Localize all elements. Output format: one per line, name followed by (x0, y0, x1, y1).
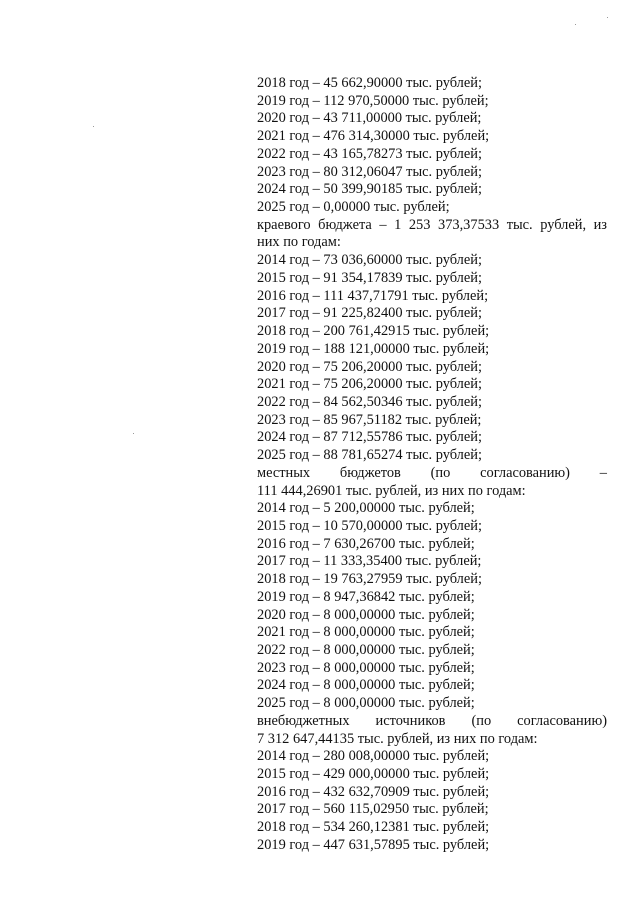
regional-2017: 2017 год – 91 225,82400 тыс. рублей; (257, 305, 482, 322)
line-2024: 2024 год – 50 399,90185 тыс. рублей; (257, 181, 482, 198)
extrabudgetary-header-2: 7 312 647,44135 тыс. рублей, из них по годам: (257, 730, 538, 747)
local-2022: 2022 год – 8 000,00000 тыс. рублей; (257, 642, 475, 658)
regional-2014: 2014 год – 73 036,60000 тыс. рублей; (257, 252, 482, 269)
regional-2018: 2018 год – 200 761,42915 тыс. рублей; (257, 323, 490, 340)
line-2021: 2021 год – 476 314,30000 тыс. рублей; (257, 128, 490, 145)
regional-budget-header-1: краевого бюджета – 1 253 373,37533 тыс. рублей, из (257, 216, 607, 233)
regional-2019: 2019 год – 188 121,00000 тыс. рублей; (257, 340, 490, 357)
regional-2025: 2025 год – 88 781,65274 тыс. рублей; (257, 447, 482, 464)
scan-speck (575, 24, 576, 25)
local-budgets-header-2: 111 444,26901 тыс. рублей, из них по годам: (257, 482, 526, 499)
local-2020: 2020 год – 8 000,00000 тыс. рублей; (257, 606, 475, 623)
local-2019: 2019 год – 8 947,36842 тыс. рублей; (257, 588, 475, 605)
regional-2015: 2015 год – 91 354,17839 тыс. рублей; (257, 269, 482, 286)
regional-budget-header-2: них по годам: (257, 234, 341, 251)
local-2015: 2015 год – 10 570,00000 тыс. рублей; (257, 517, 482, 534)
scan-speck (133, 433, 134, 434)
regional-2020: 2020 год – 75 206,20000 тыс. рублей; (257, 358, 482, 375)
extrabudgetary-header-1: внебюджетных источников (по согласованию) (257, 712, 607, 729)
local-2018: 2018 год – 19 763,27959 тыс. рублей; (257, 571, 482, 588)
regional-2023: 2023 год – 85 967,51182 тыс. рублей; (257, 411, 482, 428)
local-2024: 2024 год – 8 000,00000 тыс. рублей; (257, 677, 475, 694)
scan-speck (607, 17, 608, 18)
regional-2021: 2021 год – 75 206,20000 тыс. рублей; (257, 376, 482, 393)
funding-text-block (257, 75, 607, 855)
regional-2016: 2016 год – 111 437,71791 тыс. рублей; (257, 287, 489, 304)
extrabudgetary-2014: 2014 год – 280 008,00000 тыс. рублей; (257, 748, 490, 765)
line-2023: 2023 год – 80 312,06047 тыс. рублей; (257, 163, 482, 180)
local-budgets-header-1: местных бюджетов (по согласованию) – (257, 464, 607, 481)
regional-2022: 2022 год – 84 562,50346 тыс. рублей; (257, 393, 482, 410)
scan-speck (93, 126, 94, 127)
local-2016: 2016 год – 7 630,26700 тыс. рублей; (257, 535, 475, 552)
line-2025: 2025 год – 0,00000 тыс. рублей; (257, 199, 450, 216)
line-2019: 2019 год – 112 970,50000 тыс. рублей; (257, 92, 489, 109)
local-2021: 2021 год – 8 000,00000 тыс. рублей; (257, 624, 475, 641)
line-2020: 2020 год – 43 711,00000 тыс. рублей; (257, 110, 482, 127)
line-2018: 2018 год – 45 662,90000 тыс. рублей; (257, 75, 482, 91)
local-2025: 2025 год – 8 000,00000 тыс. рублей; (257, 695, 475, 712)
extrabudgetary-2019: 2019 год – 447 631,57895 тыс. рублей; (257, 836, 490, 853)
local-2014: 2014 год – 5 200,00000 тыс. рублей; (257, 500, 475, 517)
regional-2024: 2024 год – 87 712,55786 тыс. рублей; (257, 429, 482, 446)
extrabudgetary-2015: 2015 год – 429 000,00000 тыс. рублей; (257, 766, 490, 783)
line-2022: 2022 год – 43 165,78273 тыс. рублей; (257, 145, 482, 162)
local-2023: 2023 год – 8 000,00000 тыс. рублей; (257, 659, 475, 676)
extrabudgetary-2017: 2017 год – 560 115,02950 тыс. рублей; (257, 801, 489, 818)
extrabudgetary-2018: 2018 год – 534 260,12381 тыс. рублей; (257, 819, 490, 836)
local-2017: 2017 год – 11 333,35400 тыс. рублей; (257, 553, 482, 570)
extrabudgetary-2016: 2016 год – 432 632,70909 тыс. рублей; (257, 783, 490, 800)
